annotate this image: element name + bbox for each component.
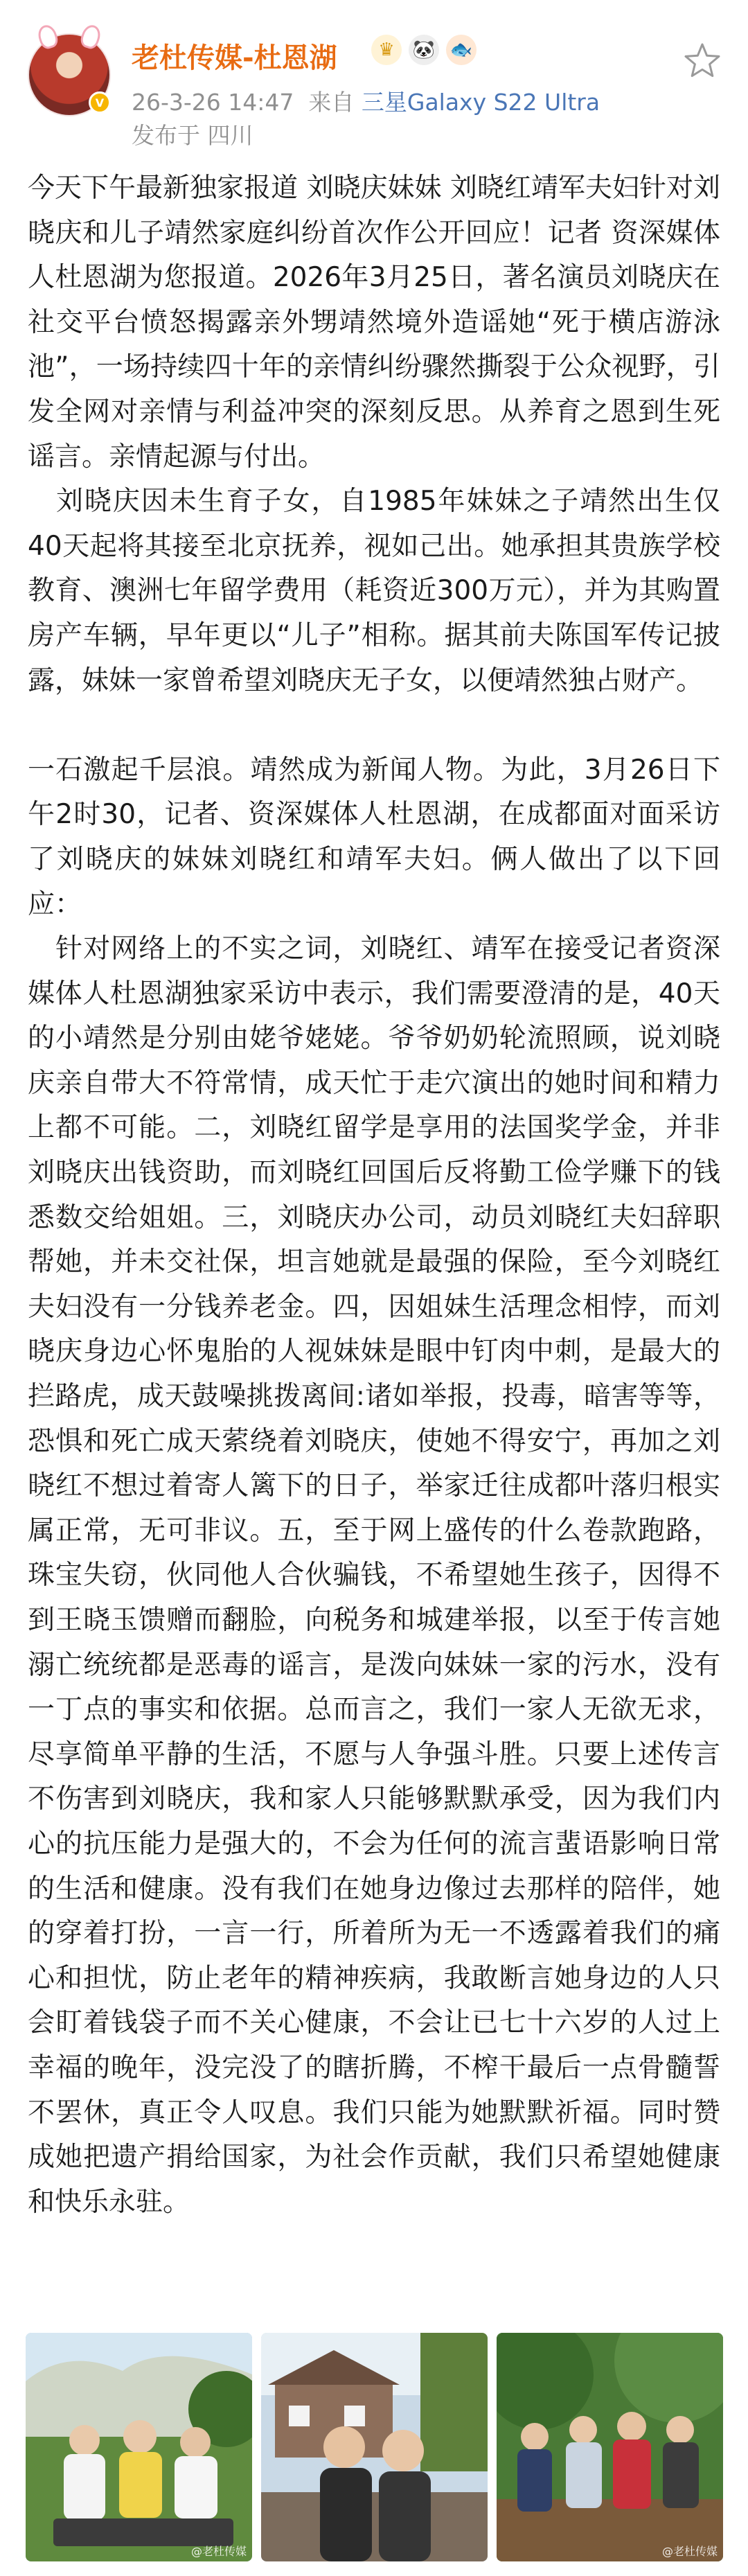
avatar[interactable] [28, 33, 111, 116]
post-header [0, 0, 748, 149]
post-paragraph: 一石激起千层浪。靖然成为新闻人物。为此，3月26日下午2时30，记者、资深媒体人杜恩湖，在成都面对面采访了刘晓庆的妹妹刘晓红和靖军夫妇。俩人做出了以下回应： [28, 754, 720, 920]
paragraph-spacer [28, 703, 720, 748]
photo-image [261, 2333, 488, 2561]
verified-badge-icon: V [89, 91, 111, 114]
photo-image [497, 2333, 723, 2561]
watermark: @老杜传媒 [190, 2545, 247, 2558]
photo-family-bench[interactable] [497, 2333, 723, 2561]
photo-two-women[interactable] [261, 2333, 488, 2561]
post-paragraph: 今天下午最新独家报道 刘晓庆妹妹 刘晓红靖军夫妇针对刘晓庆和儿子靖然家庭纠纷首次作公开回应！记者 资深媒体人杜恩湖为您报道。2026年3月25日，著名演员刘晓庆在社交平台愤怒揭露亲外甥靖然境外造谣她“死于横店游泳池”，一场持续四十年的亲情纠纷骤然撕裂于公众视野，引发全网对亲情与利益冲突的深刻反思。从养育之恩到生死谣言。亲情起源与付出。 [28, 173, 720, 473]
watermark: @老杜传媒 [661, 2545, 718, 2558]
panda-badge-icon[interactable]: 🐼 [409, 35, 439, 65]
photo-grid [26, 2333, 722, 2561]
photo-family-outdoor[interactable] [26, 2333, 252, 2561]
photo-image [26, 2333, 252, 2561]
user-badges [371, 35, 477, 65]
source-prefix: 来自 [308, 89, 355, 116]
post-paragraph: 刘晓庆因未生育子女，自1985年妹妹之子靖然出生仅40天起将其接至北京抚养，视如己出。她承担其贵族学校教育、澳洲七年留学费用（耗资近300万元），并为其购置房产车辆，早年更以“儿子”相称。据其前夫陈国军传记披露，妹妹一家曾希望刘晓庆无子女，以便靖然独占财产。 [28, 486, 720, 696]
author-name[interactable]: 老杜传媒-杜恩湖 [132, 42, 337, 74]
post-paragraph: 针对网络上的不实之词，刘晓红、靖军在接受记者资深媒体人杜恩湖独家采访中表示，我们需要澄清的是，40天的小靖然是分别由姥爷姥姥。爷爷奶奶轮流照顾，说刘晓庆亲自带大不符常情，成天忙于走穴演出的她时间和精力上都不可能。二，刘晓红留学是享用的法国奖学金，并非刘晓庆出钱资助，而刘晓红回国后反将勤工俭学赚下的钱悉数交给姐姐。三，刘晓庆办公司，动员刘晓红夫妇辞职帮她，并未交社保，坦言她就是最强的保险，至今刘晓红夫妇没有一分钱养老金。四，因姐妹生活理念相悖，而刘晓庆身边心怀鬼胎的人视妹妹是眼中钉肉中刺，是最大的拦路虎，成天鼓噪挑拨离间:诸如举报，投毒，暗害等等，恐惧和死亡成天萦绕着刘晓庆，使她不得安宁，再加之刘晓红不想过着寄人篱下的日子，举家迁往成都叶落归根实属正常，无可非议。五，至于网上盛传的什么卷款跑路，珠宝失窃，伙同他人合伙骗钱，不希望她生孩子，因得不到王晓玉馈赠而翻脸，向税务和城建举报，以至于传言她溺亡统统都是恶毒的谣言，是泼向妹妹一家的污水，没有一丁点的事实和依据。总而言之，我们一家人无欲无求，尽享简单平静的生活，不愿与人争强斗胜。只要上述传言不伤害到刘晓庆，我和家人只能够默默承受，因为我们内心的抗压能力是强大的，不会为任何的流言蜚语影响日常的生活和健康。没有我们在她身边像过去那样的陪伴，她的穿着打扮，一言一行，所着所为无一不透露着我们的痛心和担忧，防止老年的精神疾病，我敢断言她身边的人只会盯着钱袋子而不关心健康，不会让已七十六岁的人过上幸福的晚年，没完没了的瞎折腾，不榨干最后一点骨髓誓不罢休，真正令人叹息。我们只能为她默默祈福。同时赞成她把遗产捐给国家，为社会作贡献，我们只希望她健康和快乐永驻。 [28, 933, 720, 2218]
favorite-star-icon[interactable] [682, 40, 723, 82]
post-meta [132, 85, 600, 117]
rabbit-ear-icon [78, 23, 103, 51]
rabbit-ear-icon [35, 23, 60, 51]
post-location: 发布于 四川 [132, 122, 253, 149]
post-body [28, 166, 720, 2225]
post-timestamp: 26-3-26 14:47 [132, 89, 294, 116]
crown-badge-icon[interactable]: ♛ [371, 35, 402, 65]
device-link[interactable]: 三星Galaxy S22 Ultra [361, 89, 600, 116]
fish-badge-icon[interactable]: 🐟 [446, 35, 477, 65]
